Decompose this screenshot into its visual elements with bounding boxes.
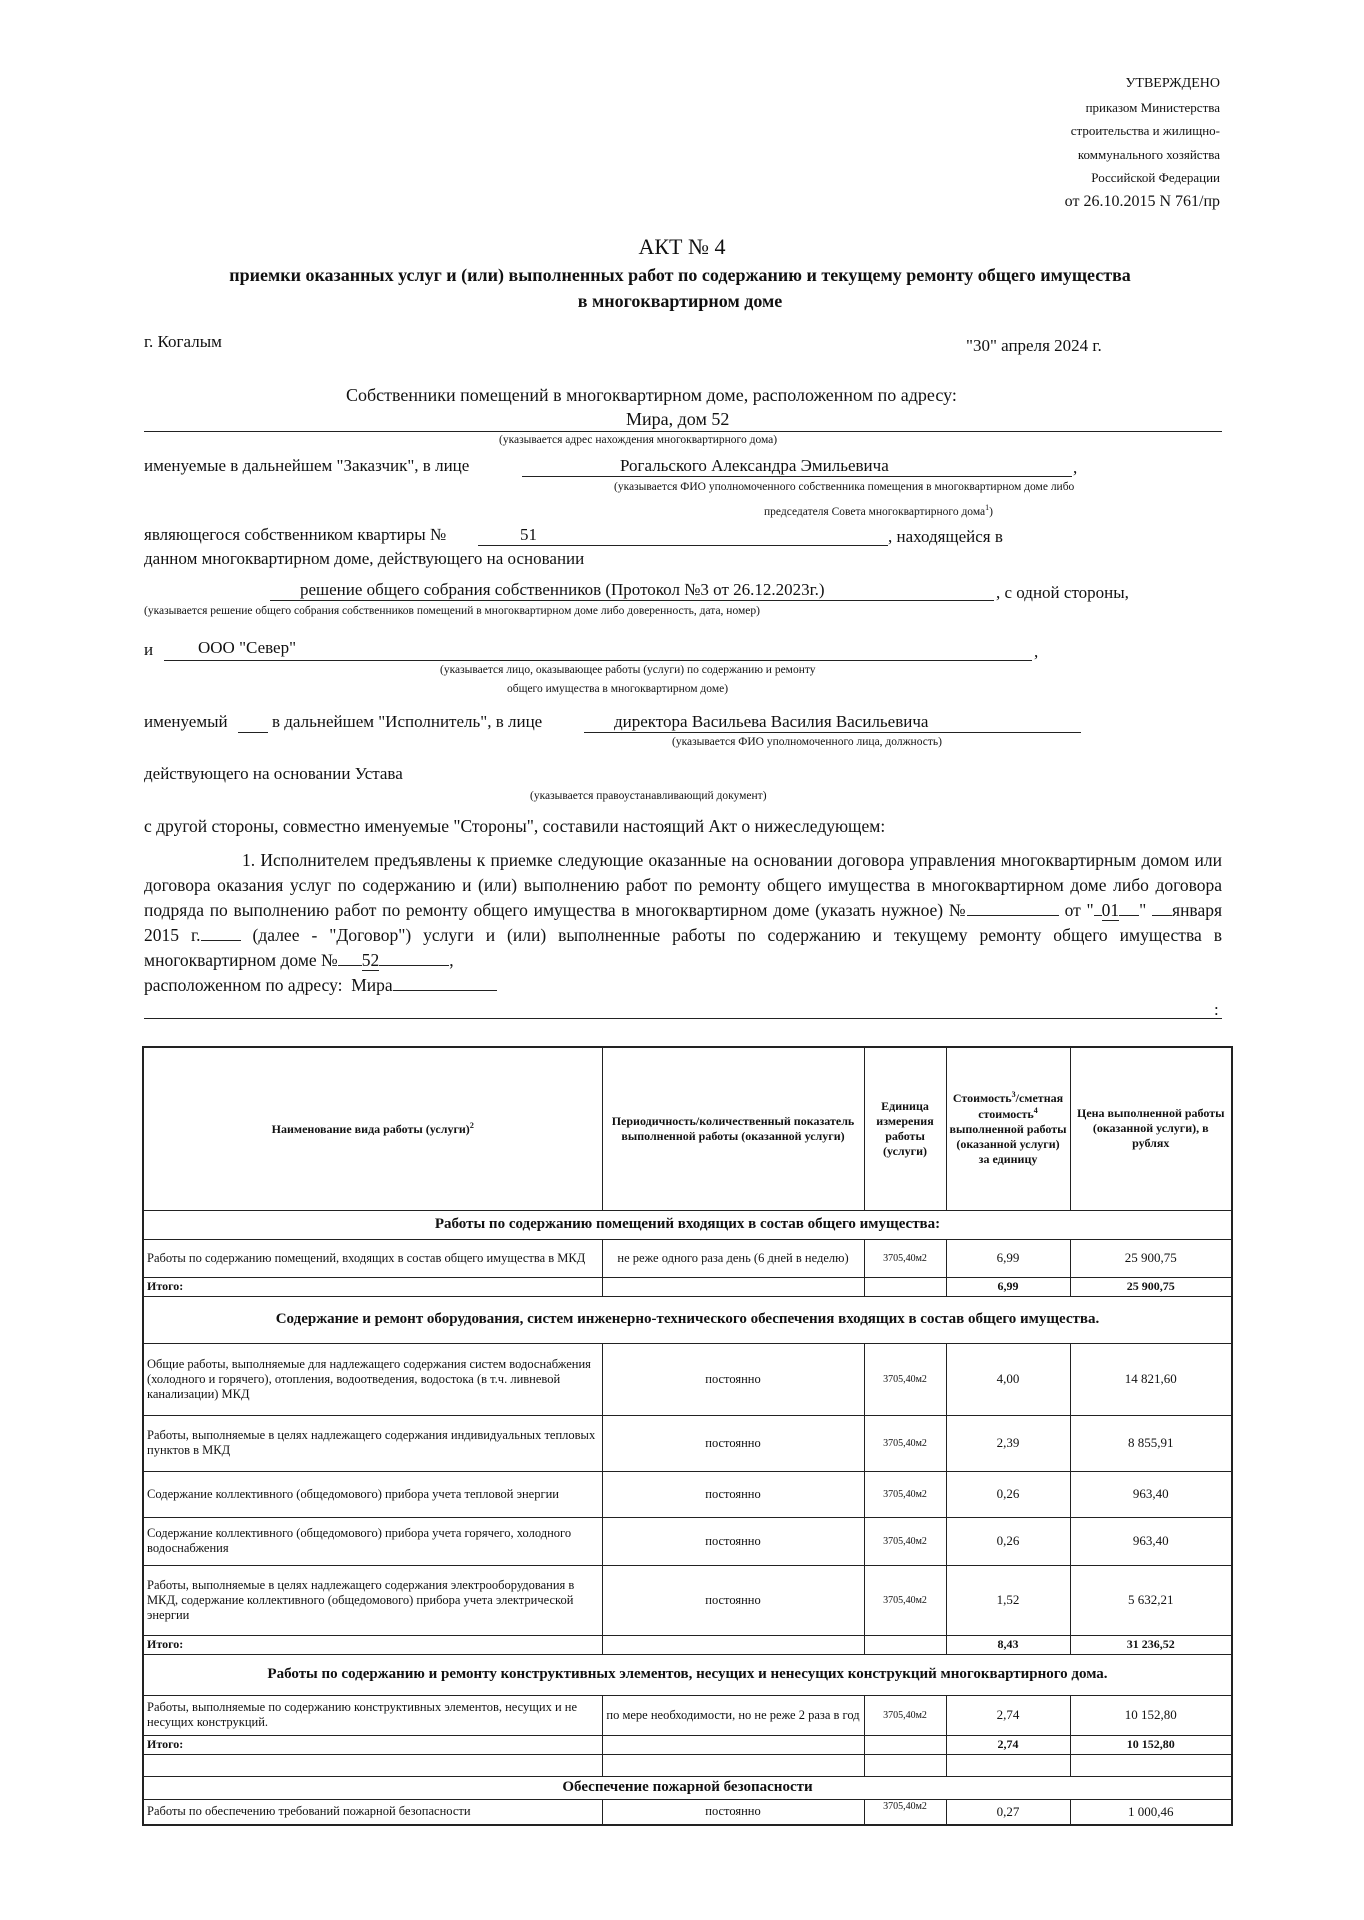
contractor-named-prefix: именуемый xyxy=(144,712,228,731)
total-price: 10 152,80 xyxy=(1070,1735,1232,1754)
empty-cell xyxy=(864,1754,946,1776)
approval-line: УТВЕРЖДЕНО xyxy=(1125,76,1220,91)
empty-cell xyxy=(864,1735,946,1754)
total-price: 25 900,75 xyxy=(1070,1277,1232,1296)
work-period: постоянно xyxy=(602,1343,864,1415)
clause-1 xyxy=(144,848,1222,998)
approval-line: приказом Министерства xyxy=(1085,99,1220,115)
header-cost-b: /сметная стоимость xyxy=(978,1091,1064,1122)
table-row xyxy=(143,1695,1232,1735)
table-row xyxy=(143,1343,1232,1415)
header-cost xyxy=(946,1047,1070,1210)
contractor-basis: действующего на основании Устава xyxy=(144,764,403,783)
approval-line: коммунального хозяйства xyxy=(1077,146,1220,162)
basis-underline xyxy=(270,600,994,601)
work-name: Общие работы, выполняемые для надлежащего содержания систем водоснабжения (холодного и горячего), отопления, водоотведения, водостока (в т.ч. ливневой канализации) МКД xyxy=(143,1343,602,1415)
total-label: Итого: xyxy=(143,1735,602,1754)
work-cost: 2,39 xyxy=(946,1415,1070,1471)
empty-cell xyxy=(143,1754,602,1776)
work-unit: 3705,40м2 xyxy=(864,1239,946,1277)
work-unit: 3705,40м2 xyxy=(864,1517,946,1565)
blank xyxy=(379,951,449,966)
table-row xyxy=(143,1517,1232,1565)
work-unit: 3705,40м2 xyxy=(864,1343,946,1415)
director-name: директора Васильева Василия Васильевича xyxy=(614,712,929,731)
section-row xyxy=(143,1210,1232,1239)
empty-cell xyxy=(602,1754,864,1776)
named-underline xyxy=(238,732,268,733)
customer-note: (указывается ФИО уполномоченного собственника помещения в многоквартирном доме либо xyxy=(614,481,1075,493)
customer-note-2-end: ) xyxy=(989,505,993,518)
address-value: Мира, дом 52 xyxy=(626,409,730,429)
blank xyxy=(338,951,362,966)
director-note: (указывается ФИО уполномоченного лица, должность) xyxy=(672,736,942,748)
work-price: 963,40 xyxy=(1070,1471,1232,1517)
work-cost: 0,26 xyxy=(946,1517,1070,1565)
work-period: постоянно xyxy=(602,1471,864,1517)
act-number: АКТ № 4 xyxy=(638,234,726,259)
street-blank xyxy=(393,976,497,991)
work-price: 5 632,21 xyxy=(1070,1565,1232,1635)
work-period: постоянно xyxy=(602,1517,864,1565)
act-date: "30" апреля 2024 г. xyxy=(966,336,1102,355)
work-price: 14 821,60 xyxy=(1070,1343,1232,1415)
empty-cell xyxy=(602,1277,864,1296)
customer-comma: , xyxy=(1073,458,1078,477)
address-line-2 xyxy=(144,1018,1222,1019)
clause-text-7: расположенном по адресу: xyxy=(144,975,343,995)
empty-cell xyxy=(602,1635,864,1654)
work-cost: 1,52 xyxy=(946,1565,1070,1635)
contract-number-blank xyxy=(967,901,1059,916)
table-row xyxy=(143,1239,1232,1277)
contract-day: 01 xyxy=(1101,900,1120,920)
empty-cell xyxy=(602,1735,864,1754)
owner-basis: решение общего собрания собственников (Протокол №3 от 26.12.2023г.) xyxy=(300,580,825,599)
table-row xyxy=(143,1471,1232,1517)
approval-line: строительства и жилищно- xyxy=(1070,123,1220,138)
footnote-mark: 1 xyxy=(985,503,990,512)
work-unit: 3705,40м2 xyxy=(864,1415,946,1471)
header-period: Периодичность/количественный показатель выполненной работы (оказанной услуги) xyxy=(602,1047,864,1210)
works-table xyxy=(142,1046,1233,1826)
owner-basis-note: (указывается решение общего собрания собственников помещений в многоквартирном доме либо доверенность, дата, номер) xyxy=(144,605,760,617)
contractor-basis-note: (указывается правоустанавливающий документ) xyxy=(530,790,767,802)
customer-underline xyxy=(522,476,1072,477)
work-period: постоянно xyxy=(602,1415,864,1471)
work-unit: 3705,40м2 xyxy=(864,1799,946,1825)
work-cost: 0,26 xyxy=(946,1471,1070,1517)
section-title: Обеспечение пожарной безопасности xyxy=(143,1776,1232,1799)
approval-line: Российской Федерации xyxy=(1091,170,1220,185)
table-row xyxy=(143,1415,1232,1471)
work-unit: 3705,40м2 xyxy=(864,1471,946,1517)
contractor-underline xyxy=(164,660,1032,661)
clause-comma: , xyxy=(449,950,454,970)
owner-suffix: , находящейся в xyxy=(888,527,1003,546)
customer-name: Рогальского Александра Эмильевича xyxy=(620,456,889,475)
owners-intro: Собственники помещений в многоквартирном доме, расположенном по адресу: xyxy=(346,385,957,405)
contractor-note-2: общего имущества в многоквартирном доме) xyxy=(507,683,729,695)
blank xyxy=(1094,901,1102,916)
work-price: 1 000,46 xyxy=(1070,1799,1232,1825)
section-title: Работы по содержанию помещений входящих в состав общего имущества: xyxy=(143,1210,1232,1239)
work-cost: 4,00 xyxy=(946,1343,1070,1415)
table-row xyxy=(143,1565,1232,1635)
section-row xyxy=(143,1296,1232,1343)
address-underline xyxy=(144,431,1222,432)
clause-text-2: от " xyxy=(1064,900,1094,920)
house-number: 52 xyxy=(361,950,380,970)
city: г. Когалым xyxy=(144,332,222,351)
owner-basis-end: , с одной стороны, xyxy=(996,583,1129,602)
header-unit: Единица измерения работы (услуги) xyxy=(864,1047,946,1210)
header-cost-a: Стоимость xyxy=(952,1091,1012,1106)
footnote-mark: 4 xyxy=(1033,1106,1038,1116)
clause-text-5: (далее - "Договор") услуги и (или) выполненные работы по содержанию и текущему ремонту общего имущества в многоквартирном доме № xyxy=(144,925,1222,970)
approval-block xyxy=(1065,72,1220,213)
footnote-mark: 2 xyxy=(469,1120,474,1130)
work-period: постоянно xyxy=(602,1799,864,1825)
spacer-row xyxy=(143,1754,1232,1776)
contractor-comma: , xyxy=(1034,642,1039,661)
contract-month: января 2015 г. xyxy=(144,900,1223,945)
customer-note-2 xyxy=(764,503,993,518)
clause-text-1: 1. Исполнителем предъявлены к приемке следующие оказанные на основании договора управления многоквартирным домом или договора оказания услуг по содержанию и (или) выполнению работ по ремонту общего имущества в многоквартирном доме либо договора подряда по выполнению работ по ремонту общего имущества в многоквартирном доме (указать нужное) № xyxy=(144,850,1222,920)
work-cost: 2,74 xyxy=(946,1695,1070,1735)
address-note: (указывается адрес нахождения многоквартирного дома) xyxy=(499,434,778,446)
header-name-text: Наименование вида работы (услуги) xyxy=(271,1121,470,1136)
work-name: Работы по содержанию помещений, входящих в состав общего имущества в МКД xyxy=(143,1239,602,1277)
work-cost: 6,99 xyxy=(946,1239,1070,1277)
total-label: Итого: xyxy=(143,1635,602,1654)
section-title: Работы по содержанию и ремонту конструктивных элементов, несущих и ненесущих конструкций многоквартирного дома. xyxy=(143,1654,1232,1695)
table-header-row xyxy=(143,1047,1232,1210)
work-price: 10 152,80 xyxy=(1070,1695,1232,1735)
work-period: не реже одного раза день (6 дней в неделю) xyxy=(602,1239,864,1277)
total-cost: 6,99 xyxy=(946,1277,1070,1296)
act-title xyxy=(135,262,1225,314)
act-title-line1: приемки оказанных услуг и (или) выполненных работ по содержанию и текущему ремонту общего имущества xyxy=(229,265,1131,285)
contractor-named-mid: в дальнейшем "Исполнитель", в лице xyxy=(272,712,543,731)
total-cost: 8,43 xyxy=(946,1635,1070,1654)
table-row xyxy=(143,1799,1232,1825)
owner-prefix: являющегося собственником квартиры № xyxy=(144,525,447,544)
header-cost-c: выполненной работы (оказанной услуги) за единицу xyxy=(949,1122,1067,1167)
clause-text-3: " xyxy=(1139,900,1147,920)
approval-line: от 26.10.2015 N 761/пр xyxy=(1064,192,1220,210)
work-period: по мере необходимости, но не реже 2 раза в год xyxy=(602,1695,864,1735)
section-title: Содержание и ремонт оборудования, систем инженерно-технического обеспечения входящих в состав общего имущества. xyxy=(143,1296,1232,1343)
blank xyxy=(1152,901,1172,916)
total-row xyxy=(143,1635,1232,1654)
section-row xyxy=(143,1776,1232,1799)
footnote-mark: 3 xyxy=(1011,1090,1016,1100)
header-price: Цена выполненной работы (оказанной услуги), в рублях xyxy=(1070,1047,1232,1210)
work-name: Работы, выполняемые в целях надлежащего содержания электрооборудования в МКД, содержание коллективного (общедомового) прибора учета электрической энергии xyxy=(143,1565,602,1635)
work-name: Работы, выполняемые в целях надлежащего содержания индивидуальных тепловых пунктов в МКД xyxy=(143,1415,602,1471)
total-row xyxy=(143,1735,1232,1754)
street-value: Мира xyxy=(351,975,393,995)
director-underline xyxy=(584,732,1081,733)
work-name: Работы по обеспечению требований пожарной безопасности xyxy=(143,1799,602,1825)
work-price: 25 900,75 xyxy=(1070,1239,1232,1277)
clause-colon: : xyxy=(1214,1000,1219,1019)
owner-line2: данном многоквартирном доме, действующего на основании xyxy=(144,549,585,568)
work-unit: 3705,40м2 xyxy=(864,1565,946,1635)
total-price: 31 236,52 xyxy=(1070,1635,1232,1654)
work-price: 8 855,91 xyxy=(1070,1415,1232,1471)
empty-cell xyxy=(1070,1754,1232,1776)
contractor-note: (указывается лицо, оказывающее работы (услуги) по содержанию и ремонту xyxy=(440,664,816,676)
empty-cell xyxy=(946,1754,1070,1776)
work-cost: 0,27 xyxy=(946,1799,1070,1825)
work-name: Работы, выполняемые по содержанию конструктивных элементов, несущих и не несущих конструкций. xyxy=(143,1695,602,1735)
empty-cell xyxy=(864,1635,946,1654)
act-title-line2: в многоквартирном доме xyxy=(577,291,783,311)
empty-cell xyxy=(864,1277,946,1296)
work-unit: 3705,40м2 xyxy=(864,1695,946,1735)
customer-note-2-text: председателя Совета многоквартирного дома xyxy=(764,505,986,518)
contractor-org: ООО "Север" xyxy=(198,638,297,657)
customer-prefix: именуемые в дальнейшем "Заказчик", в лице xyxy=(144,456,470,475)
total-cost: 2,74 xyxy=(946,1735,1070,1754)
flat-underline xyxy=(478,545,888,546)
work-period: постоянно xyxy=(602,1565,864,1635)
section-row xyxy=(143,1654,1232,1695)
sides-text: с другой стороны, совместно именуемые "Стороны", составили настоящий Акт о нижеследующем: xyxy=(144,816,886,836)
total-label: Итого: xyxy=(143,1277,602,1296)
contractor-and: и xyxy=(144,640,154,659)
work-name: Содержание коллективного (общедомового) прибора учета горячего, холодного водоснабжения xyxy=(143,1517,602,1565)
blank xyxy=(201,926,241,941)
header-name xyxy=(143,1047,602,1210)
work-price: 963,40 xyxy=(1070,1517,1232,1565)
work-name: Содержание коллективного (общедомового) прибора учета тепловой энергии xyxy=(143,1471,602,1517)
blank xyxy=(1119,901,1139,916)
total-row xyxy=(143,1277,1232,1296)
flat-number: 51 xyxy=(520,525,537,544)
